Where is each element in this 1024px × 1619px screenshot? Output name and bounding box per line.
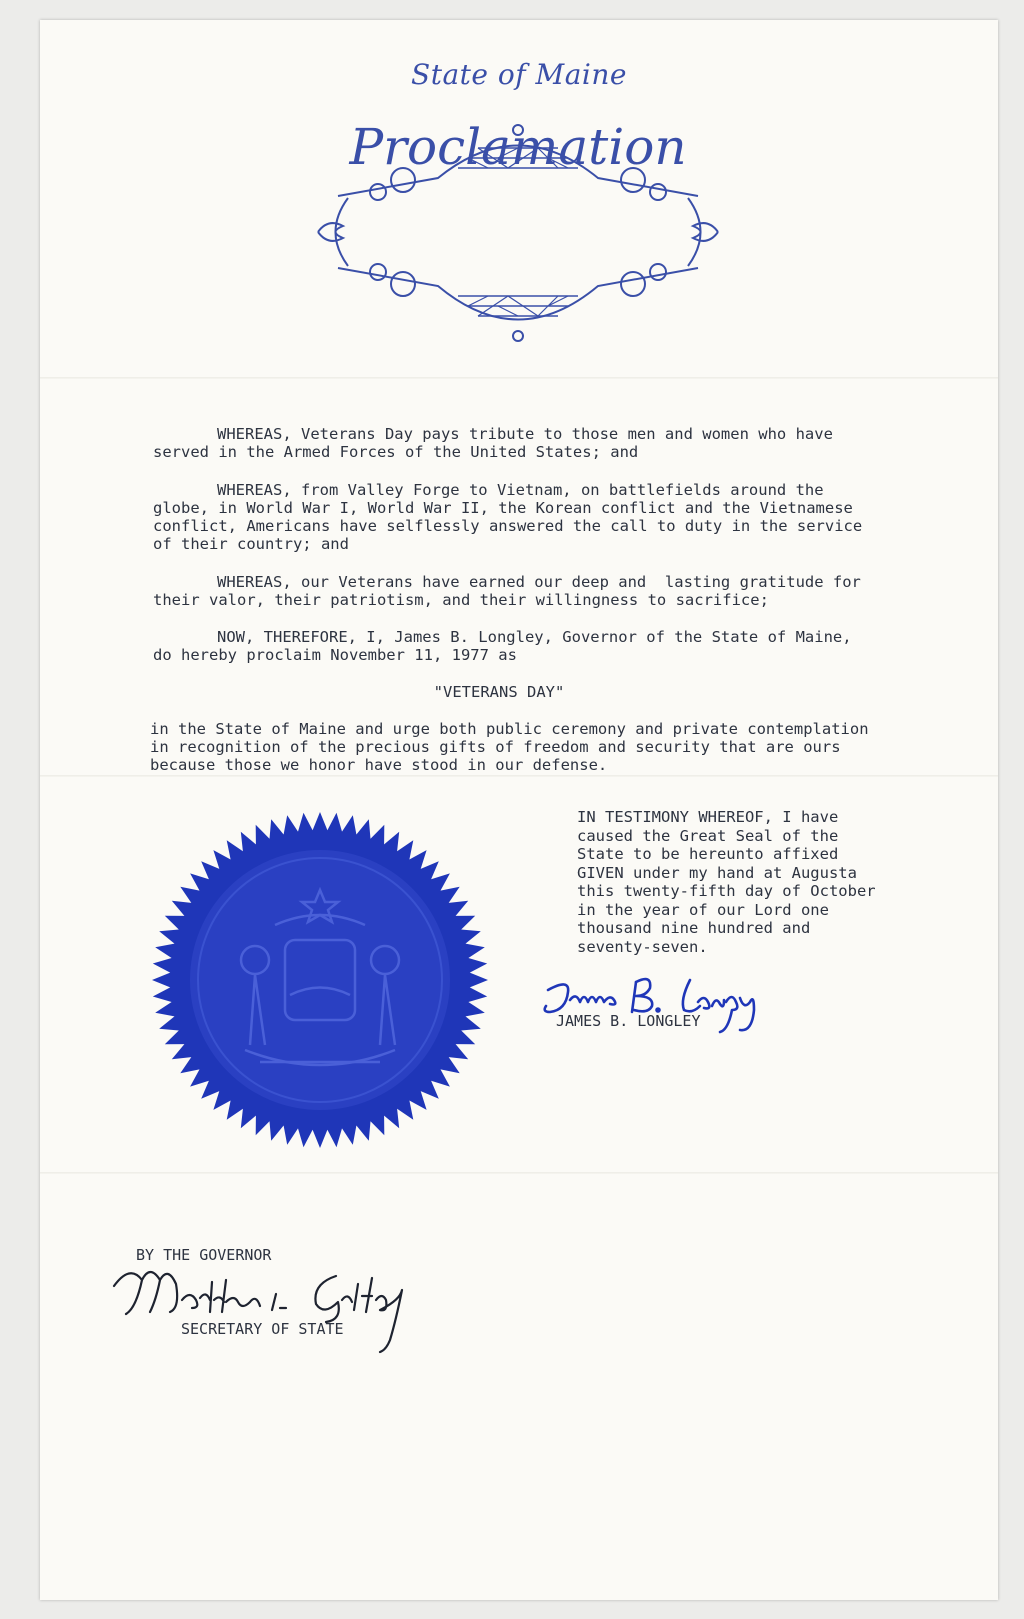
text-line: in the State of Maine and urge both public ceremony and private contemplation [150,720,869,738]
text-line: in recognition of the precious gifts of freedom and security that are ours [150,738,841,756]
testimony-line: caused the Great Seal of the [577,826,839,845]
text-line: WHEREAS, our Veterans have earned our deep and lasting gratitude for [217,573,861,591]
text-line: their valor, their patriotism, and their willingness to sacrifice; [153,591,769,609]
text-line: of their country; and [153,535,349,553]
text-line: served in the Armed Forces of the United States; and [153,443,639,461]
text-line: NOW, THEREFORE, I, James B. Longley, Governor of the State of Maine, [217,628,852,646]
proclamation-title: Proclamation [349,118,687,176]
testimony-line: seventy-seven. [577,937,708,956]
closing-paragraph [150,720,910,774]
whereas-paragraph-3 [153,573,913,609]
secretary-signature [110,1250,430,1360]
whereas-paragraph-2 [153,481,913,553]
testimony-line: State to be hereunto affixed [577,845,839,863]
by-the-governor: BY THE GOVERNOR [136,1246,272,1264]
testimony-line: this twenty-fifth day of October [577,882,876,900]
governor-name: JAMES B. LONGLEY [556,1012,701,1030]
now-therefore-paragraph [153,628,913,664]
text-line: globe, in World War I, World War II, the Korean conflict and the Vietnamese [153,499,853,517]
text-line: WHEREAS, Veterans Day pays tribute to those men and women who have [217,425,833,443]
proclamation-sheet [40,20,998,1600]
testimony-line: GIVEN under my hand at Augusta [577,863,857,882]
fold-line [40,1172,998,1174]
text-line: do hereby proclaim November 11, 1977 as [153,646,517,664]
text-line: conflict, Americans have selflessly answered the call to duty in the service [153,517,863,535]
testimony-line: in the year of our Lord one [577,900,829,919]
testimony-block [577,808,897,956]
testimony-line: thousand nine hundred and [577,919,811,937]
text-line: because those we honor have stood in our defense. [150,756,608,774]
state-title: State of Maine [411,58,627,91]
whereas-paragraph-1 [153,425,913,461]
great-seal [150,810,490,1150]
fold-line [40,377,998,379]
secretary-title: SECRETARY OF STATE [181,1320,344,1338]
text-line: WHEREAS, from Valley Forge to Vietnam, on battlefields around the [217,481,824,499]
proclaimed-day: "VETERANS DAY" [433,683,565,701]
testimony-line: IN TESTIMONY WHEREOF, I have [577,808,839,826]
fold-line [40,775,998,777]
